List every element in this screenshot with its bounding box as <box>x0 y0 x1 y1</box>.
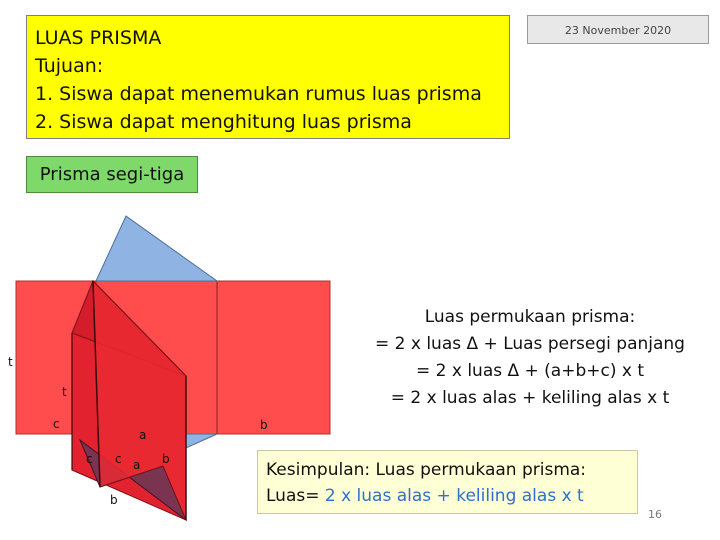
subtitle-text: Prisma segi-tiga <box>39 164 185 185</box>
formula-line-1: Luas permukaan prisma: <box>424 307 636 327</box>
formula-block <box>345 304 715 412</box>
conclusion-line-1: Kesimpulan: Luas permukaan prisma: <box>266 460 587 480</box>
label-c-left: c <box>86 452 93 466</box>
page-number: 16 <box>648 508 662 521</box>
net-triangle-top <box>96 216 217 281</box>
formula-line-2: = 2 x luas Δ + Luas persegi panjang <box>375 334 685 354</box>
formula-line-3: = 2 x luas Δ + (a+b+c) x t <box>415 361 645 381</box>
formula-line-4: = 2 x luas alas + keliling alas x t <box>390 388 670 408</box>
title-box <box>26 15 510 139</box>
label-b-bottom: b <box>110 493 118 507</box>
date-text: 23 November 2020 <box>564 24 672 37</box>
date-box <box>527 15 709 44</box>
slide-title: LUAS PRISMA <box>35 27 162 49</box>
conclusion-line-2 <box>266 483 637 509</box>
conclusion-formula: 2 x luas alas + keliling alas x t <box>324 486 584 506</box>
label-a-upper: a <box>139 428 147 442</box>
label-b-center: b <box>260 418 268 432</box>
goal-item-2: 2. Siswa dapat menghitung luas prisma <box>35 111 412 133</box>
subtitle-box <box>26 156 198 193</box>
label-c-upper: c <box>53 417 60 431</box>
label-a-lower: a <box>133 458 141 472</box>
label-t-inner: t <box>62 385 67 399</box>
conclusion-box <box>257 450 638 514</box>
goal-heading: Tujuan: <box>35 55 104 77</box>
label-b-left: b <box>162 452 170 466</box>
conclusion-prefix: Luas= <box>266 486 325 506</box>
goal-item-1: 1. Siswa dapat menemukan rumus luas prisma <box>35 83 482 105</box>
label-t-outer: t <box>8 355 13 369</box>
label-c-right: c <box>115 452 122 466</box>
